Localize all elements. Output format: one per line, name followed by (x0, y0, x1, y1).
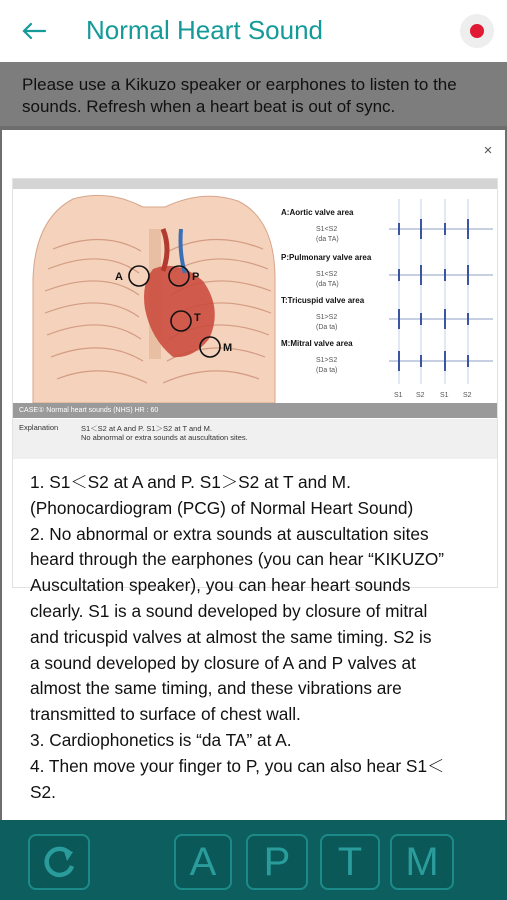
marker-m-label: M (223, 342, 233, 354)
figure-illustration (13, 189, 499, 403)
text-line: transmitted to surface of chest wall. (30, 704, 301, 725)
area-relation: S1<S2 (316, 271, 338, 278)
pcg-traces (389, 199, 493, 384)
area-sound: (da TA) (316, 281, 339, 288)
explanation-line: S1＜S2 at A and P. S1＞S2 at T and M. (81, 424, 212, 433)
area-sound: (da TA) (316, 236, 339, 243)
text-line: 1. S1＜S2 at A and P. S1＞S2 at T and M. (30, 472, 351, 492)
arrow-left-icon (21, 21, 47, 41)
record-icon (470, 24, 484, 38)
area-a-button[interactable]: A (174, 834, 232, 890)
pcg-spikes (399, 219, 468, 371)
area-sound: (Da ta) (316, 367, 338, 374)
text-line: Auscultation speaker), you can hear heart sounds (30, 575, 411, 596)
area-p-button[interactable]: P (246, 834, 308, 890)
text-line: S2. (30, 781, 56, 802)
text-line: a sound developed by closure of A and P valves at (30, 652, 416, 673)
explanation-label: Explanation (19, 423, 59, 432)
text-line: heard through the earphones (you can hear “KIKUZO” (30, 549, 445, 570)
refresh-icon (39, 842, 79, 882)
instruction-text: Please use a Kikuzo speaker or earphones to listen to the sounds. Refresh when a heart beat is out of sync. (0, 62, 507, 126)
figure-header-strip (13, 179, 497, 189)
text-line: 3. Cardiophonetics is “da TA” at A. (30, 729, 292, 750)
area-name: P:Pulmonary valve area (281, 253, 372, 262)
case-label: CASE① Normal heart sounds (NHS) HR : 60 (13, 403, 497, 418)
info-modal (2, 130, 505, 820)
app-bar (0, 0, 507, 62)
page-title: Normal Heart Sound (86, 15, 323, 45)
refresh-button[interactable] (28, 834, 90, 890)
explanation-box (13, 419, 497, 459)
marker-t-label: T (194, 312, 201, 324)
pcg-label: S1 (440, 392, 449, 399)
text-line: 2. No abnormal or extra sounds at auscultation sites (30, 523, 429, 544)
back-button[interactable] (16, 13, 52, 49)
area-name: A:Aortic valve area (281, 208, 354, 217)
explanation-line: No abnormal or extra sounds at auscultation sites. (81, 433, 248, 442)
text-line: 4. Then move your finger to P, you can also hear S1＜ (30, 755, 445, 776)
marker-a-label: A (115, 271, 123, 283)
text-line: and tricuspid valves at almost the same timing. S2 is (30, 626, 432, 647)
record-button[interactable] (460, 14, 494, 48)
area-name: T:Tricuspid valve area (281, 296, 365, 305)
text-line: almost the same timing, and these vibrations are (30, 678, 402, 699)
bottom-toolbar (0, 820, 507, 900)
marker-p-label: P (192, 271, 200, 283)
area-relation: S1>S2 (316, 314, 338, 321)
area-m-button[interactable]: M (390, 834, 454, 890)
area-t-button[interactable]: T (320, 834, 380, 890)
pcg-label: S1 (394, 392, 403, 399)
area-name: M:Mitral valve area (281, 339, 353, 348)
pcg-label: S2 (463, 392, 472, 399)
close-button[interactable]: × (483, 142, 493, 159)
area-relation: S1<S2 (316, 226, 338, 233)
area-relation: S1>S2 (316, 357, 338, 364)
description-text (30, 470, 484, 805)
pcg-label: S2 (416, 392, 425, 399)
area-sound: (Da ta) (316, 324, 338, 331)
text-line: clearly. S1 is a sound developed by closure of mitral (30, 600, 428, 621)
text-line: (Phonocardiogram (PCG) of Normal Heart Sound) (30, 497, 414, 518)
